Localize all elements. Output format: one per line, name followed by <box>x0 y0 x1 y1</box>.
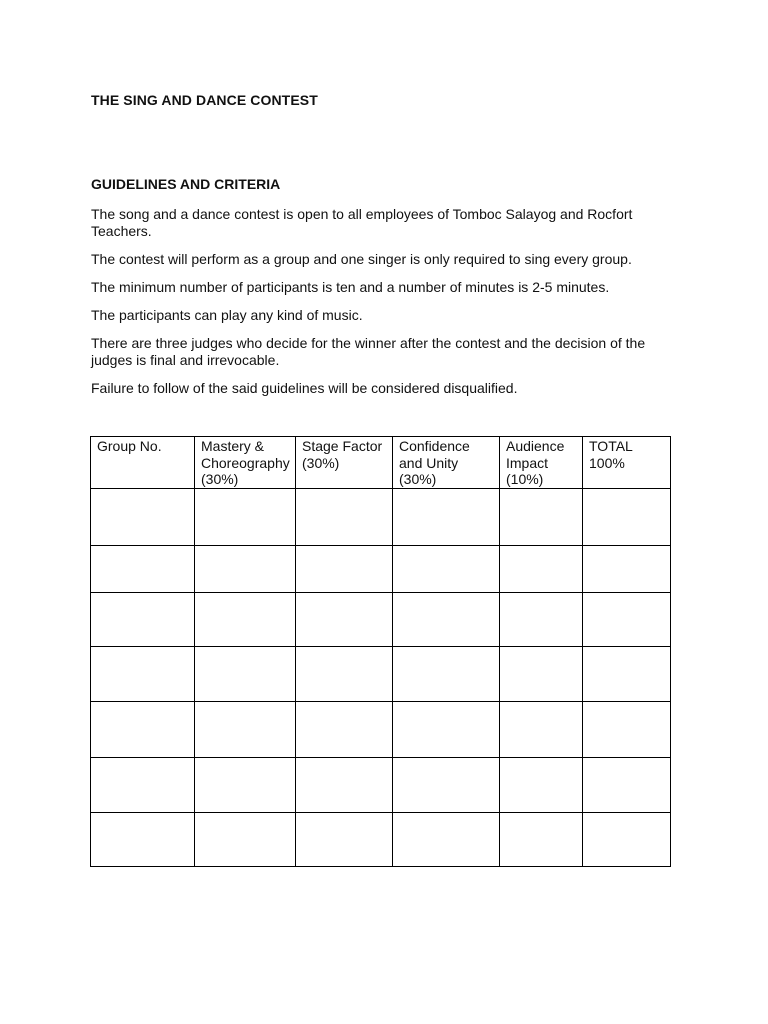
header-mastery <box>195 437 296 489</box>
guideline-paragraph: The minimum number of participants is ten and a number of minutes is 2-5 minutes. <box>91 279 610 295</box>
table-cell <box>500 593 583 647</box>
table-cell <box>296 758 393 813</box>
header-label: (10%) <box>506 471 544 487</box>
header-label: (30%) <box>201 471 239 487</box>
table-cell <box>393 813 500 867</box>
table-cell <box>393 489 500 546</box>
table-cell <box>195 758 296 813</box>
table-cell <box>393 546 500 593</box>
header-label: Group No. <box>97 438 162 454</box>
table-cell <box>583 647 671 702</box>
guideline-paragraph: The song and a dance contest is open to all employees of Tomboc Salayog and Rocfort Teachers. <box>91 206 633 239</box>
table-row <box>91 813 671 867</box>
table-row <box>91 593 671 647</box>
header-label: 100% <box>589 454 625 471</box>
table-cell <box>393 758 500 813</box>
table-cell <box>500 546 583 593</box>
header-label: and Unity <box>399 454 459 471</box>
header-label: Confidence <box>399 438 470 454</box>
table-cell <box>296 813 393 867</box>
header-label: Audience <box>506 438 565 454</box>
table-cell <box>393 593 500 647</box>
table-header-row <box>91 437 671 489</box>
guideline-paragraph: The contest will perform as a group and one singer is only required to sing every group. <box>91 251 632 267</box>
table-cell <box>583 546 671 593</box>
table-cell <box>583 593 671 647</box>
header-group-no <box>91 437 195 489</box>
table-cell <box>393 647 500 702</box>
table-cell <box>296 647 393 702</box>
guideline-paragraph: The participants can play any kind of music. <box>91 307 363 323</box>
table-cell <box>500 489 583 546</box>
table-cell <box>583 813 671 867</box>
table-cell <box>296 702 393 758</box>
table-cell <box>195 702 296 758</box>
table-cell <box>296 489 393 546</box>
table-cell <box>195 546 296 593</box>
header-stage-factor <box>296 437 393 489</box>
table-cell <box>195 489 296 546</box>
table-row <box>91 758 671 813</box>
header-total <box>583 437 671 489</box>
header-label: (30%) <box>302 454 340 471</box>
header-label: (30%) <box>399 471 437 487</box>
header-label: Impact <box>506 454 549 471</box>
header-label: Stage Factor <box>302 438 383 454</box>
header-confidence <box>393 437 500 489</box>
table-cell <box>583 702 671 758</box>
table-row <box>91 489 671 546</box>
header-audience-impact <box>500 437 583 489</box>
table-cell <box>91 702 195 758</box>
table-cell <box>583 758 671 813</box>
table-cell <box>500 758 583 813</box>
table-cell <box>195 813 296 867</box>
table-cell <box>583 489 671 546</box>
table-cell <box>500 647 583 702</box>
guideline-paragraph: Failure to follow of the said guidelines will be considered disqualified. <box>91 380 518 396</box>
table-cell <box>296 593 393 647</box>
table-cell <box>91 647 195 702</box>
header-label: Mastery & <box>201 438 265 454</box>
table-cell <box>91 593 195 647</box>
table-cell <box>91 758 195 813</box>
table-cell <box>195 593 296 647</box>
document-title: THE SING AND DANCE CONTEST <box>91 92 318 108</box>
section-heading: GUIDELINES AND CRITERIA <box>91 176 281 192</box>
header-label: Choreography <box>201 454 290 471</box>
table-cell <box>91 546 195 593</box>
table-cell <box>195 647 296 702</box>
guideline-paragraph: There are three judges who decide for the winner after the contest and the decision of the judges is final and irrevocable. <box>91 335 646 368</box>
table-row <box>91 546 671 593</box>
header-label: TOTAL <box>589 438 633 454</box>
score-table <box>90 436 671 867</box>
table-cell <box>91 489 195 546</box>
table-cell <box>393 702 500 758</box>
table-cell <box>500 702 583 758</box>
table-cell <box>91 813 195 867</box>
table-row <box>91 647 671 702</box>
table-cell <box>296 546 393 593</box>
table-cell <box>500 813 583 867</box>
table-row <box>91 702 671 758</box>
